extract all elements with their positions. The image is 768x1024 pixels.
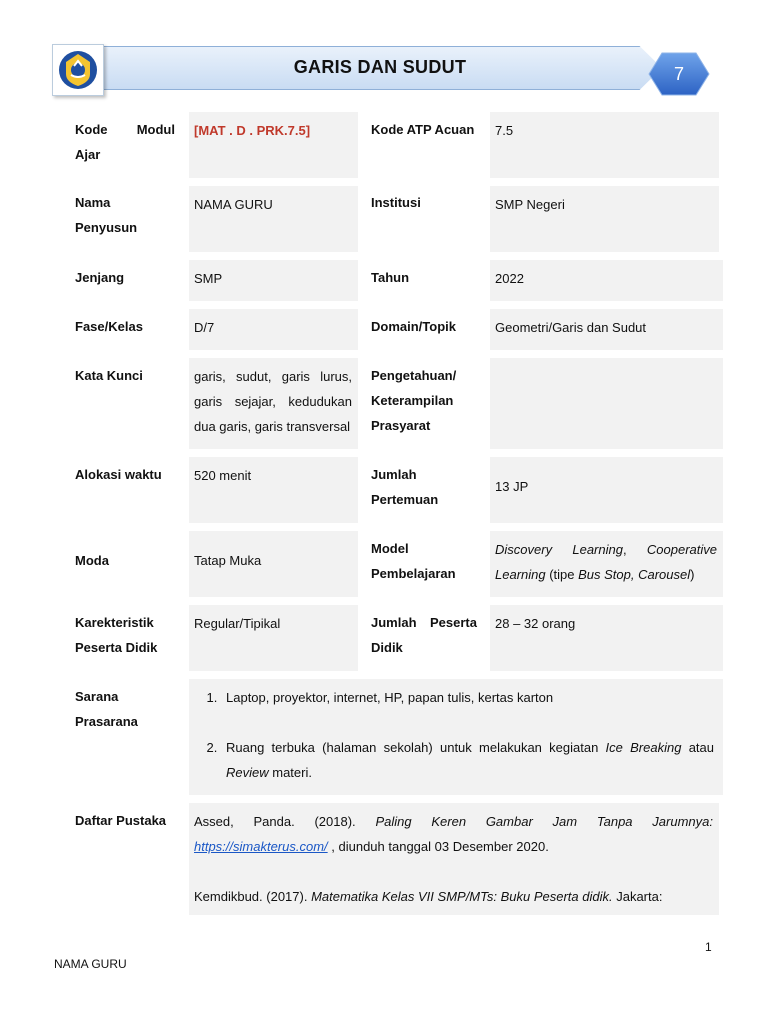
label-alokasi: Alokasi waktu xyxy=(75,467,162,482)
value-kata-kunci: garis, sudut, garis lurus, garis sejajar, kedudukan dua garis, garis transversal xyxy=(189,358,358,449)
value-pustaka xyxy=(189,803,719,915)
page-title: GARIS DAN SUDUT xyxy=(293,57,467,77)
label-sarana: Sarana Prasarana xyxy=(75,689,138,729)
label-fase: Fase/Kelas xyxy=(75,319,143,334)
sarana-list xyxy=(194,685,714,785)
label-jenjang: Jenjang xyxy=(75,270,125,285)
sarana-item: 1. Laptop, proyektor, internet, HP, papan tulis, kertas karton xyxy=(221,685,714,710)
sarana-item: 2. Ruang terbuka (halaman sekolah) untuk melakukan kegiatan Ice Breaking atau Review materi. xyxy=(221,735,714,785)
value-prasyarat xyxy=(490,358,723,449)
label-domain: Domain/Topik xyxy=(371,319,456,334)
label-institusi: Institusi xyxy=(371,195,421,210)
label-peserta: Jumlah Peserta Didik xyxy=(371,615,477,655)
reference-item: Assed, Panda. (2018). Paling Keren Gambar Jam Tanpa Jarumnya: https://simakterus.com/ , diunduh tanggal 03 Desember 2020. xyxy=(194,814,713,854)
grade-badge: 7 xyxy=(673,64,684,84)
logo-icon xyxy=(56,48,100,92)
label-nama-penyusun: Nama Penyusun xyxy=(75,195,138,235)
value-jenjang: SMP xyxy=(189,260,358,301)
label-prasyarat: Pengetahuan/ Keterampilan Prasyarat xyxy=(371,368,457,433)
page-number: 1 xyxy=(705,940,712,954)
value-pertemuan: 13 JP xyxy=(490,457,723,523)
label-kode-atp: Kode ATP Acuan xyxy=(371,122,475,137)
value-institusi: SMP Negeri xyxy=(490,186,719,252)
reference-link[interactable]: https://simakterus.com/ xyxy=(194,839,328,854)
label-pustaka: Daftar Pustaka xyxy=(75,813,167,828)
value-kode-atp: 7.5 xyxy=(490,112,719,178)
value-alokasi: 520 menit xyxy=(189,457,358,523)
value-tahun: 2022 xyxy=(490,260,723,301)
title-banner xyxy=(52,44,662,94)
footer-author: NAMA GURU xyxy=(54,957,127,971)
label-pertemuan: Jumlah Pertemuan xyxy=(371,467,439,507)
kemdikbud-logo xyxy=(52,44,104,96)
value-kode-modul: [MAT . D . PRK.7.5] xyxy=(189,112,358,178)
reference-item: Kemdikbud. (2017). Matematika Kelas VII SMP/MTs: Buku Peserta didik. Jakarta: xyxy=(194,889,663,904)
label-kata-kunci: Kata Kunci xyxy=(75,368,143,383)
value-peserta: 28 – 32 orang xyxy=(490,605,723,671)
label-moda: Moda xyxy=(75,553,109,568)
value-model: Discovery Learning, Cooperative Learning (tipe Bus Stop, Carousel) xyxy=(490,531,723,597)
label-karakteristik: Karekteristik Peserta Didik xyxy=(75,615,158,655)
label-kode-modul: Kode Modul Ajar xyxy=(75,122,175,162)
value-fase: D/7 xyxy=(189,309,358,350)
value-karakteristik: Regular/Tipikal xyxy=(189,605,358,671)
value-moda: Tatap Muka xyxy=(189,531,358,597)
label-tahun: Tahun xyxy=(371,270,410,285)
value-nama-penyusun: NAMA GURU xyxy=(189,186,358,252)
value-domain: Geometri/Garis dan Sudut xyxy=(490,309,723,350)
value-sarana xyxy=(189,679,723,795)
label-model: Model Pembelajaran xyxy=(371,541,456,581)
